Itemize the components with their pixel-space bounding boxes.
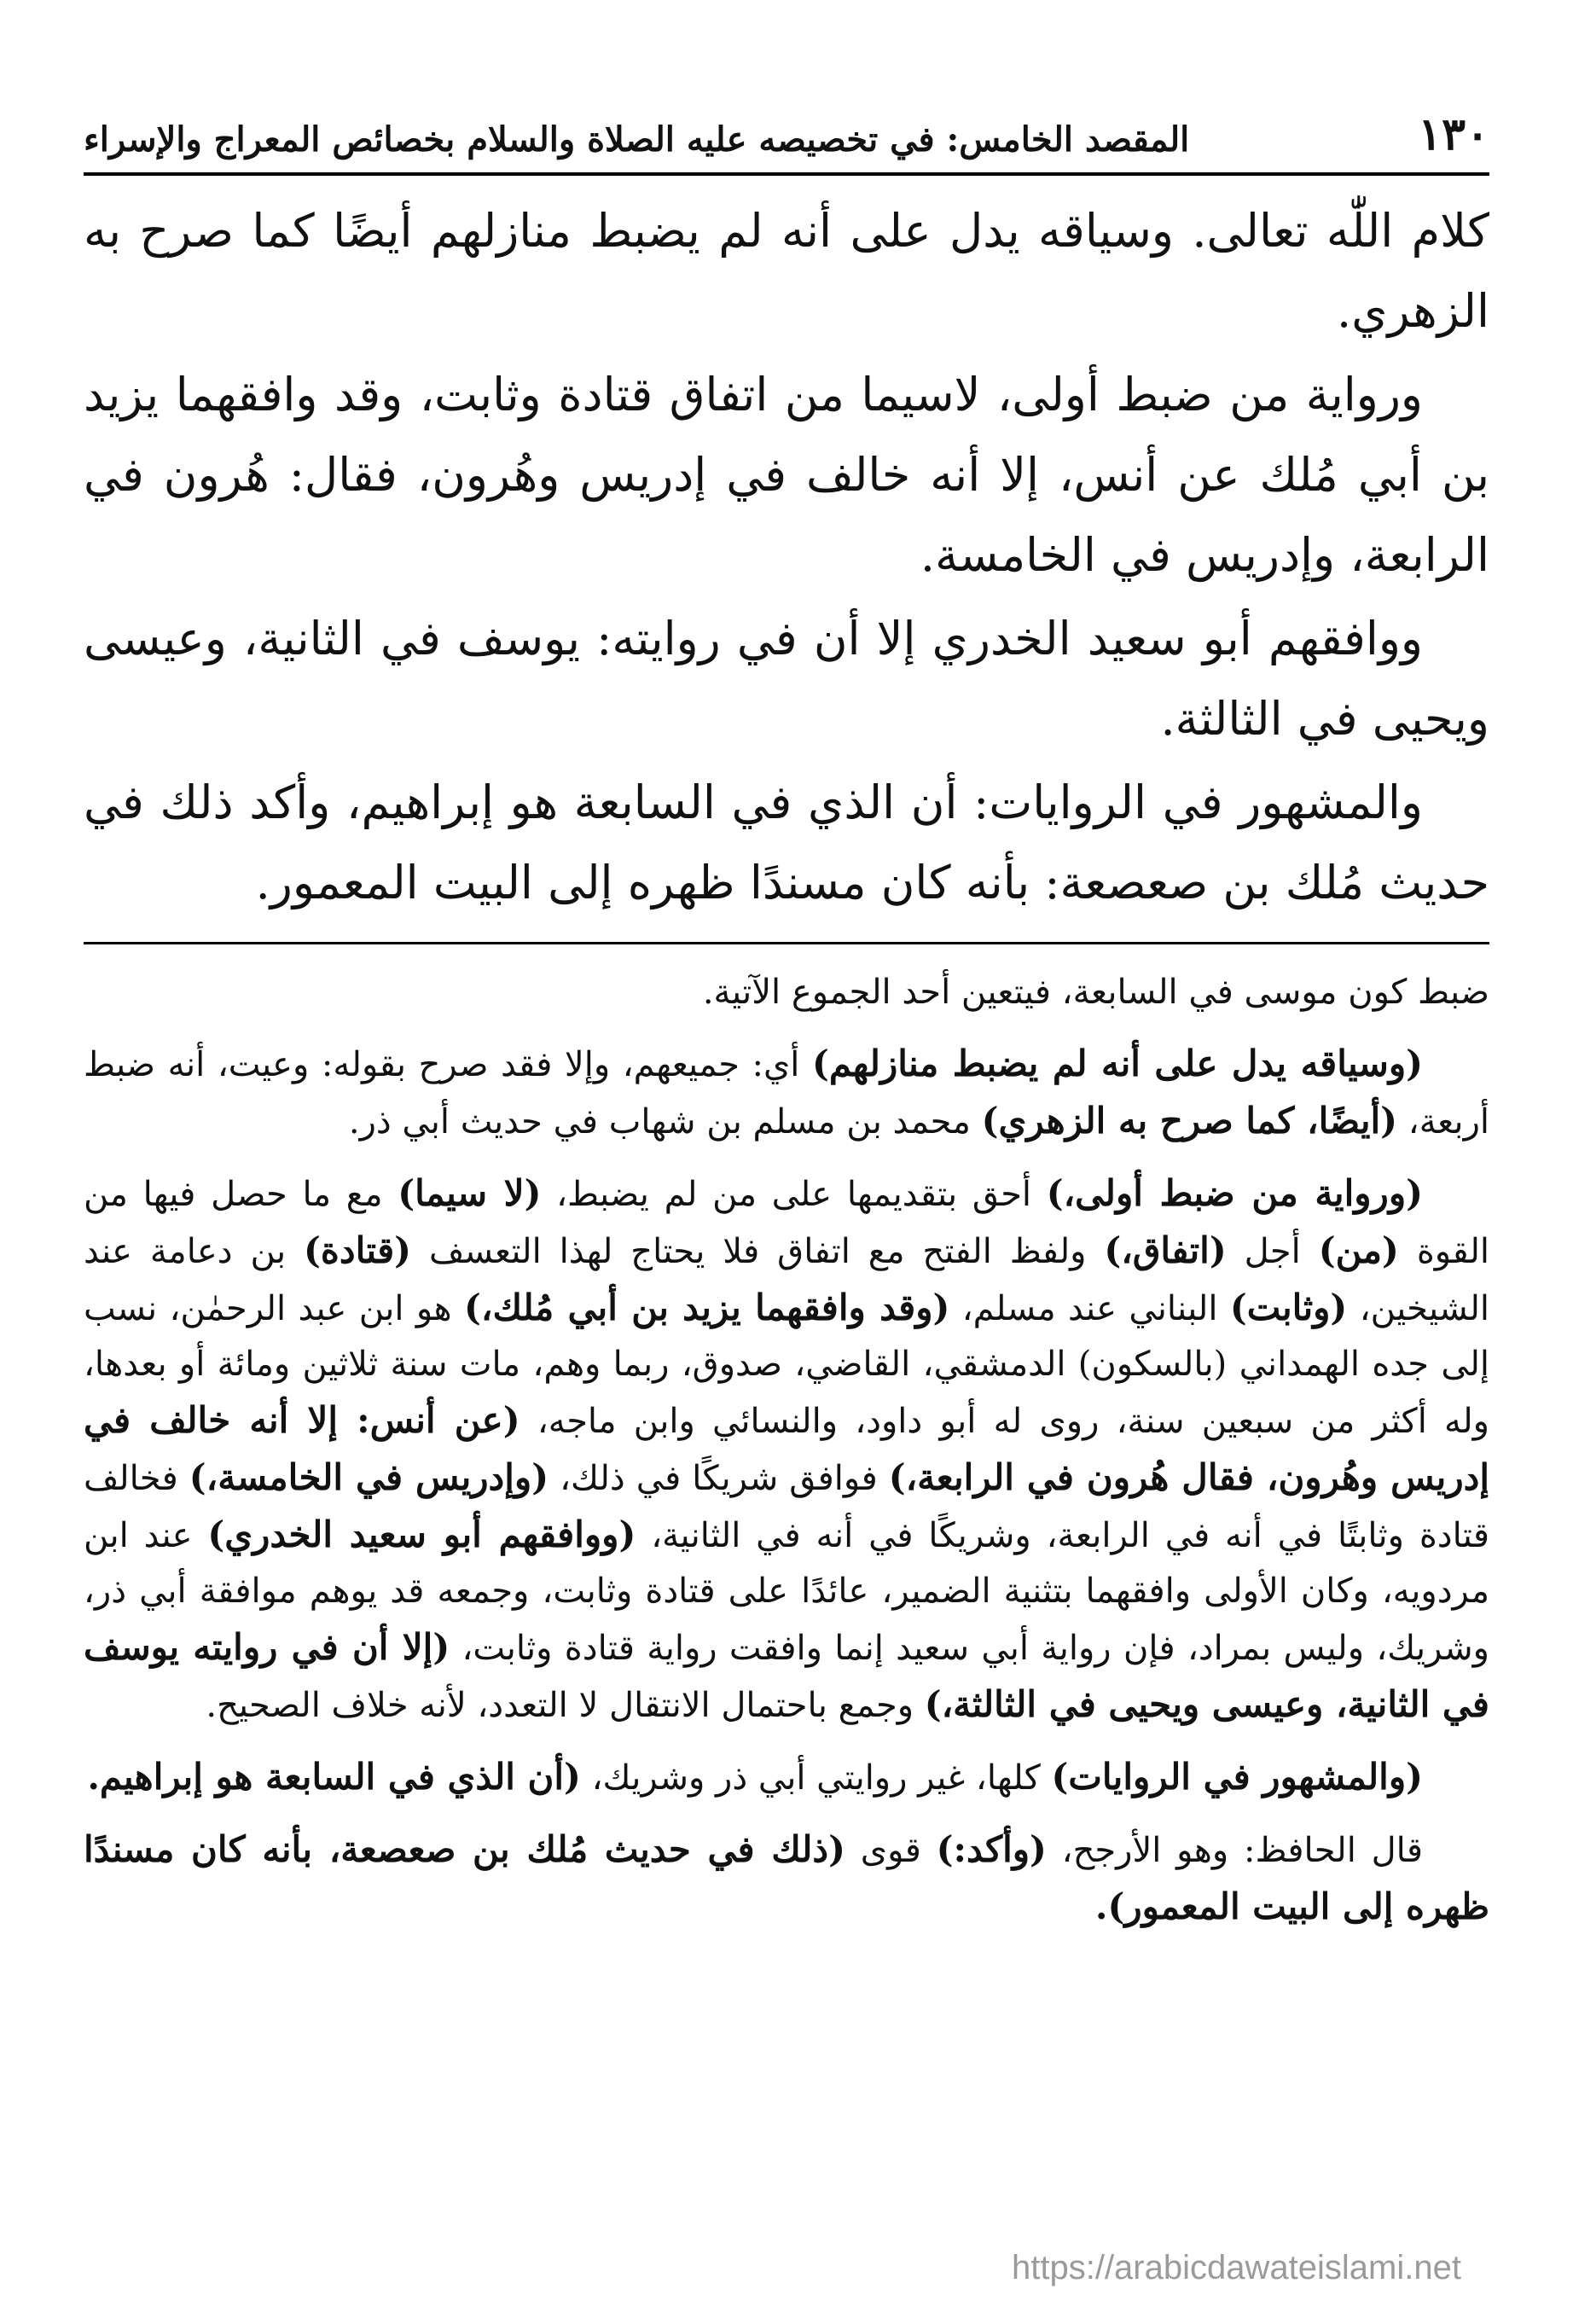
quoted-text: (ذلك في حديث مُلك بن صعصعة، بأنه كان مسندًا ظهره إلى البيت المعمور). — [84, 1828, 1489, 1927]
running-title: المقصد الخامس: في تخصيصه عليه الصلاة والسلام بخصائص المعراج والإسراء — [84, 119, 1190, 160]
commentary-paragraph — [84, 1036, 1489, 1150]
quoted-text: (أيضًا، كما صرح به الزهري) — [981, 1100, 1398, 1142]
commentary-text: وجمع باحتمال الانتقال لا التعدد، لأنه خلاف الصحيح. — [206, 1686, 925, 1725]
quoted-text: (ووافقهم أبو سعيد الخدري) — [207, 1514, 636, 1555]
main-text — [84, 191, 1489, 923]
quoted-text: (وسياقه يدل على أنه لم يضبط منازلهم) — [811, 1043, 1424, 1084]
commentary-text: أحق بتقديمها على من لم يضبط، — [541, 1175, 1047, 1214]
quoted-text: (لا سيما) — [398, 1172, 542, 1214]
commentary-text: قال الحافظ: وهو الأرجح، — [1046, 1831, 1423, 1870]
commentary-text: قوى — [845, 1831, 937, 1870]
main-paragraph: والمشهور في الروايات: أن الذي في السابعة هو إبراهيم، وأكد ذلك في حديث مُلك بن صعصعة: بأنه كان مسندًا ظهره إلى البيت المعمور. — [84, 776, 1489, 909]
page-header — [84, 94, 1489, 160]
commentary-text: كلها، غير روايتي أبي ذر وشريك، — [580, 1758, 1052, 1798]
commentary-paragraph: ضبط كون موسى في السابعة، فيتعين أحد الجموع الآتية. — [702, 973, 1489, 1012]
page-number: ١٣٠ — [1418, 108, 1489, 160]
footnote-rule — [84, 942, 1489, 944]
quoted-text: (من) — [1318, 1229, 1399, 1271]
commentary-text: فخالف قتادة وثابتًا في أنه في الرابعة، وشريكًا في أنه في الثانية، — [84, 1459, 1489, 1555]
quoted-text: (والمشهور في الروايات) — [1051, 1756, 1423, 1798]
quoted-text: (وإدريس في الخامسة،) — [189, 1456, 549, 1498]
commentary-text: هو ابن عبد الرحمٰن، نسب إلى جده الهمداني (بالسكون) الدمشقي، القاضي، صدوق، ربما وهم، مات سنة ثلاثين ومائة أو بعدها، وله أكثر من سبعين سنة، روى له أبو داود، والنسائي وابن ماجه، — [84, 1289, 1489, 1441]
commentary-paragraph — [84, 1821, 1489, 1936]
header-rule — [84, 172, 1489, 176]
quoted-text: (وثابت) — [1229, 1287, 1348, 1328]
commentary-text: بن دعامة عند الشيخين، — [84, 1232, 1490, 1328]
commentary-text: أي: جميعهم، وإلا فقد صرح بقوله: وعيت، أنه ضبط أربعة، — [84, 1045, 1489, 1142]
main-paragraph: ووافقهم أبو سعيد الخدري إلا أن في روايته: يوسف في الثانية، وعيسى ويحيى في الثالثة. — [84, 612, 1489, 746]
quoted-text: (عن أنس: إلا أنه خالف في إدريس وهُرون، فقال هُرون في الرابعة،) — [84, 1399, 1490, 1498]
main-paragraph: ورواية من ضبط أولى، لاسيما من اتفاق قتادة وثابت، وقد وافقهما يزيد بن أبي مُلك عن أنس، إلا أنه خالف في إدريس وهُرون، فقال: هُرون في الرابعة، وإدريس في الخامسة. — [84, 368, 1489, 582]
commentary-text: البناني عند مسلم، — [949, 1289, 1230, 1328]
commentary-text: مع ما حصل فيها من القوة — [84, 1175, 1490, 1271]
commentary-text: ولفظ الفتح مع اتفاق فلا يحتاج لهذا التعسف — [411, 1232, 1105, 1271]
quoted-text: (ورواية من ضبط أولى،) — [1046, 1172, 1423, 1214]
watermark-url: https://arabicdawateislami.net — [1012, 2249, 1461, 2286]
commentary — [84, 965, 1489, 1936]
commentary-paragraph — [84, 1165, 1489, 1734]
quoted-text: (وأكد:) — [936, 1828, 1047, 1870]
commentary-text: أجل — [1226, 1232, 1319, 1271]
main-paragraph: كلام اللّٰه تعالى. وسياقه يدل على أنه لم يضبط منازلهم أيضًا كما صرح به الزهري. — [84, 204, 1489, 338]
commentary-text: فوافق شريكًا في ذلك، — [549, 1459, 889, 1498]
quoted-text: (قتادة) — [304, 1229, 412, 1271]
commentary-text: عند ابن مردويه، وكان الأولى وافقهما بتثنية الضمير، عائدًا على قتادة وثابت، وجمعه قد يوهم موافقة أبي ذر، وشريك، وليس بمراد، فإن رواية أبي سعيد إنما وافقت رواية قتادة وثابت، — [84, 1516, 1489, 1668]
quoted-text: (أن الذي في السابعة هو إبراهيم. — [87, 1756, 581, 1798]
commentary-paragraph — [84, 1749, 1489, 1806]
quoted-text: (إلا أن في روايته يوسف في الثانية، وعيسى ويحيى في الثالثة،) — [84, 1626, 1489, 1725]
quoted-text: (وقد وافقهما يزيد بن أبي مُلك،) — [464, 1287, 950, 1328]
quoted-text: (اتفاق،) — [1104, 1229, 1227, 1271]
commentary-text: محمد بن مسلم بن شهاب في حديث أبي ذر. — [348, 1102, 982, 1142]
